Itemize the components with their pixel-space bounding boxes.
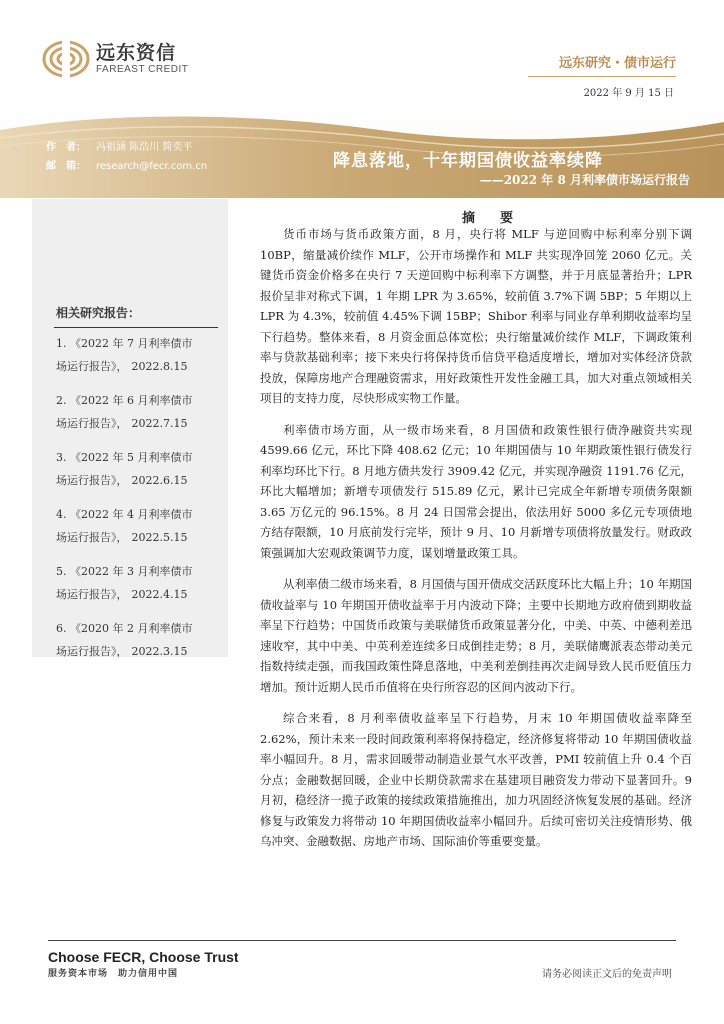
report-title: 降息落地，十年期国债收益率续降 [333,151,603,171]
related-report-item[interactable] [56,446,226,503]
related-reports-list [56,332,226,674]
sidebar-divider [54,327,218,328]
logo-english-name: FAREAST CREDIT [96,64,189,75]
fareast-logo-icon [42,40,90,78]
report-item-title-cont: 场运行报告》， [56,360,128,373]
report-item-title-cont: 场运行报告》， [56,588,128,601]
author-info [46,138,207,176]
abstract-body [260,224,692,863]
abstract-paragraph-secondary-market: 从利率债二级市场来看，8 月国债与国开债成交活跃度环比大幅上升；10 年期国债收益率与 10 年期国开债收益率于月内波动下降；主要中长期地方政府债到期收益率呈下行趋势；中国货币政策与美联储货币政策显著分化，中美、中英、中德利差迅速收窄，其中中美、中英利差连续多日成倒挂走势；8 月，美联储鹰派表态带动美元指数持续走强，而我国政策性降息落地，中美利差倒挂再次走阔导致人民币贬值压力增加。预计近期人民币币值将在央行所容忍的区间内波动下行。 [260,577,692,694]
report-date: 2022 年 9 月 15 日 [583,88,674,99]
related-report-item[interactable] [56,389,226,446]
abstract-paragraph-monetary: 货币市场与货币政策方面，8 月，央行将 MLF 与逆回购中标利率分别下调 10BP，缩量减价续作 MLF，公开市场操作和 MLF 共实现净回笼 2060 亿元。关键货币资金价格多在央行 7 天逆回购中标利率下方调整，并于月底显著抬升；LPR 报价呈非对称式下调，1 年期 LPR 为 3.65%，较前值 3.7%下调 5BP；5 年期以上 LPR 为 4.3%，较前值 4.45%下调 15BP；Shibor 利率与同业存单利期收益率均呈下行趋势。整体来看，8 月资金面总体宽松；央行缩量减价续作 MLF，下调政策利率与贷款基础利率；接下来央行将保持货币信贷平稳适度增长，增加对实体经济贷款投放，保障房地产合理融资需求，用好政策性开发性金融工具，加大对重点领域相关项目的支持力度，尽快形成实物工作量。 [260,227,692,405]
email-label: 邮 箱： [46,161,86,172]
related-reports-sidebar [32,199,228,657]
abstract-paragraph-primary-market: 利率债市场方面，从一级市场来看，8 月国债和政策性银行债净融资共实现 4599.66 亿元，环比下降 408.62 亿元；10 年期国债与 10 年期政策性银行债发行利率均环比下行。8 月地方债共发行 3909.42 亿元，并实现净融资 1191.76 亿元，环比大幅增加；新增专项债发行 515.89 亿元，累计已完成全年新增专项债务限额 3.65 万亿元的 96.15%。8 月 24 日国常会提出，依法用好 5000 多亿元专项债地方结存限额，10 月底前发行完毕，预计 9 月、10 月新增专项债将放量发行。财政政策强调加大宏观政策调节力度，谋划增量政策工具。 [260,422,692,560]
related-report-item[interactable] [56,560,226,617]
report-item-title-cont: 场运行报告》， [56,474,128,487]
report-item-title: 5. 《2022 年 3 月利率债市 [56,565,193,578]
report-item-date: 2022.6.15 [131,474,188,487]
company-logo [42,40,188,78]
related-report-item[interactable] [56,332,226,389]
footer-disclaimer: 请务必阅读正文后的免责声明 [542,969,672,980]
report-item-title-cont: 场运行报告》， [56,417,128,430]
report-item-title: 3. 《2022 年 5 月利率债市 [56,451,193,464]
footer-slogan: Choose FECR, Choose Trust [48,949,239,965]
logo-chinese-name: 远东资信 [96,42,177,64]
footer-divider [48,940,676,941]
report-item-title: 6. 《2020 年 2 月利率债市 [56,622,193,635]
report-item-date: 2022.3.15 [131,645,188,658]
abstract-heading: 摘 要 [462,211,520,226]
report-series: 远东研究・债市运行 [558,56,676,71]
report-item-title: 2. 《2022 年 6 月利率债市 [56,394,193,407]
report-item-date: 2022.5.15 [131,531,188,544]
report-item-title: 1. 《2022 年 7 月利率债市 [56,337,193,350]
report-item-date: 2022.8.15 [131,360,188,373]
report-item-title-cont: 场运行报告》， [56,531,128,544]
report-item-date: 2022.7.15 [131,417,188,430]
report-item-title-cont: 场运行报告》， [56,645,128,658]
contact-email[interactable]: research@fecr.com.cn [96,161,208,172]
footer-slogan-chinese: 服务资本市场 助力信用中国 [48,969,179,979]
related-reports-heading: 相关研究报告： [56,306,141,320]
report-item-date: 2022.4.15 [131,588,188,601]
abstract-paragraph-summary: 综合来看，8 月利率债收益率呈下行趋势，月末 10 年期国债收益率降至 2.62%，预计未来一段时间政策利率将保持稳定，经济修复将带动 10 年期国债收益率小幅回升。8 月，需求回暖带动制造业景气水平改善，PMI 较前值上升 0.4 个百分点；金融数据回暖，企业中长期贷款需求在基建项目融资发力带动下显著回升。9 月初，稳经济一揽子政策的接续政策措施推出，加力巩固经济恢复发展的基础。经济修复与政策发力将带动 10 年期国债收益率小幅回升。后续可密切关注疫情形势、俄乌冲突、金融数据、房地产市场、国际油价等重要变量。 [260,711,692,848]
author-names: 冯祖涵 陈浩川 简奕平 [96,142,193,153]
related-report-item[interactable] [56,503,226,560]
report-subtitle: ——2022 年 8 月利率债市场运行报告 [479,173,690,187]
report-item-title: 4. 《2022 年 4 月利率债市 [56,508,193,521]
related-report-item[interactable] [56,617,226,674]
header-divider [528,76,676,77]
author-label: 作 者： [46,142,86,153]
